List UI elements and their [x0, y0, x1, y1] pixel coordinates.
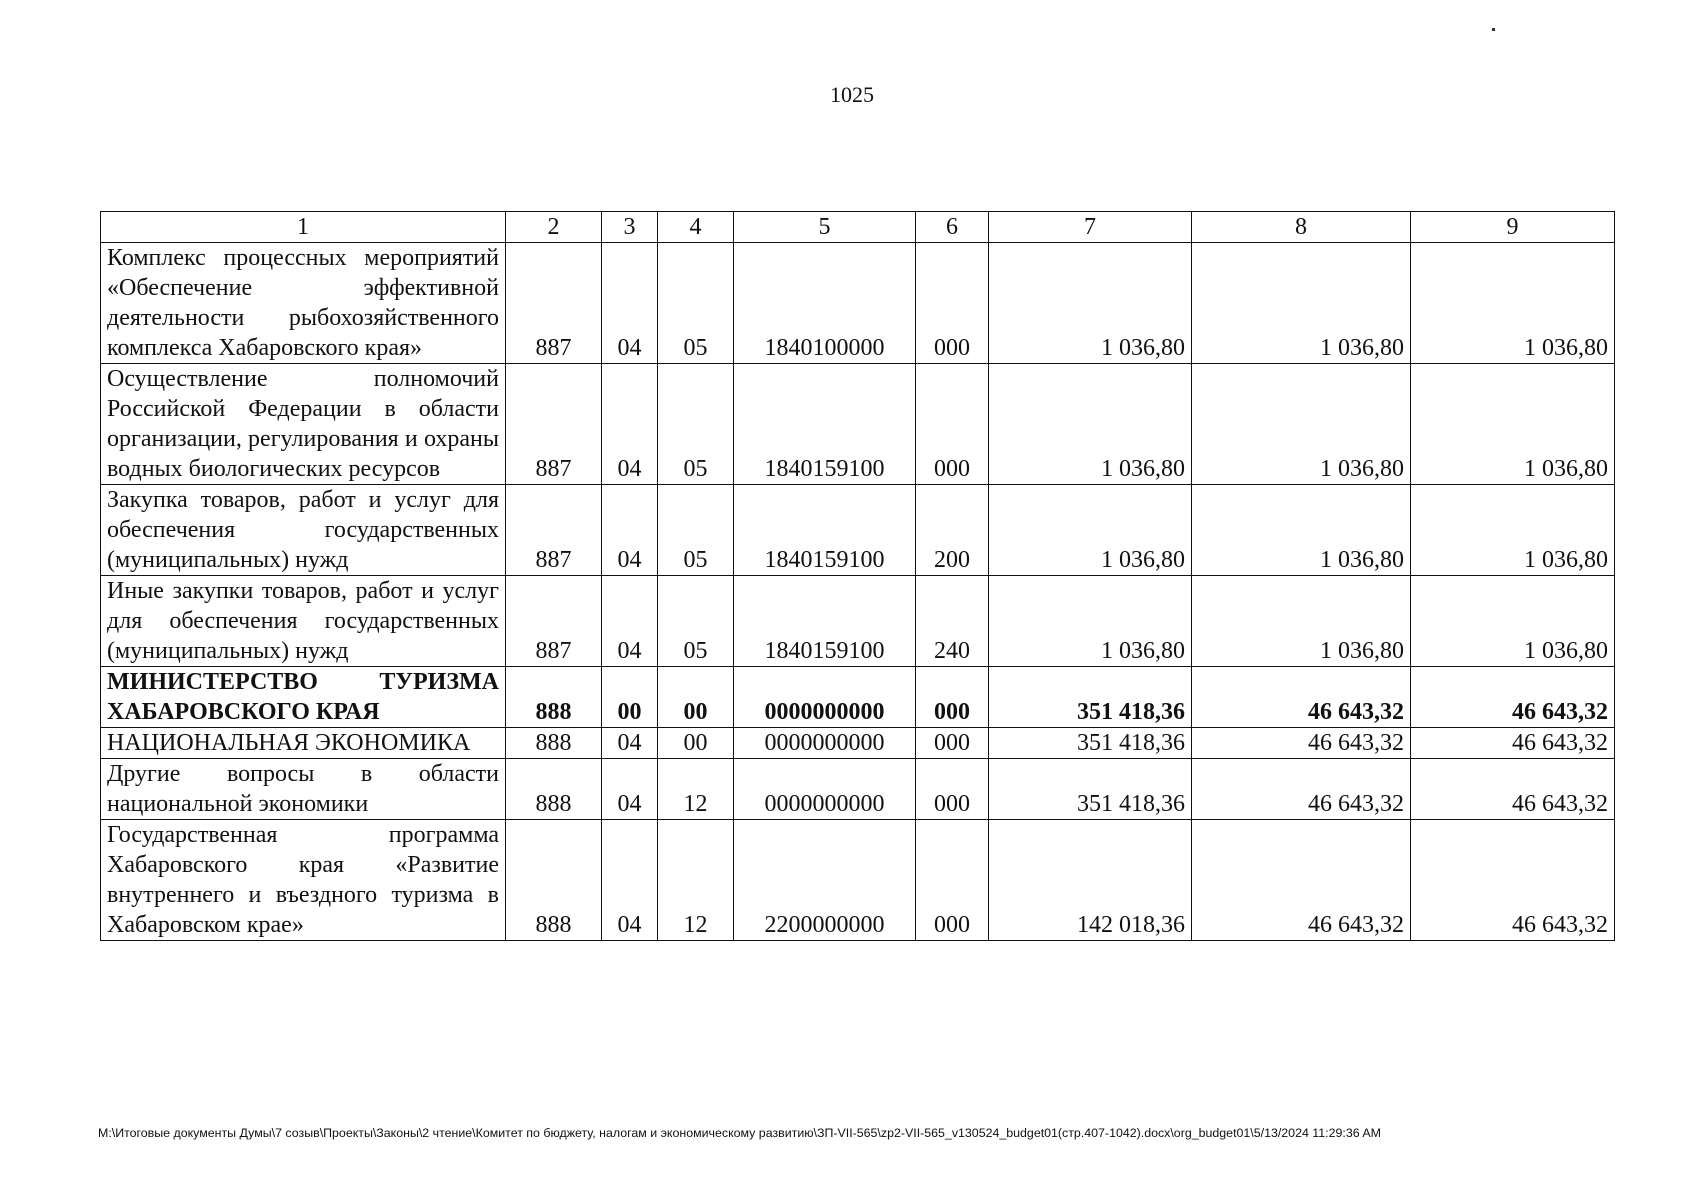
header-cell: 3 [602, 212, 658, 243]
cell-amount-9: 46 643,32 [1411, 728, 1615, 759]
cell-expense-type: 000 [916, 364, 989, 485]
cell-admin: 887 [506, 364, 602, 485]
header-cell: 7 [989, 212, 1192, 243]
cell-amount-9: 1 036,80 [1411, 485, 1615, 576]
cell-amount-8: 1 036,80 [1192, 485, 1411, 576]
header-cell: 4 [658, 212, 734, 243]
header-cell: 6 [916, 212, 989, 243]
cell-subsection: 12 [658, 820, 734, 941]
header-cell: 5 [734, 212, 916, 243]
table-row [101, 243, 1615, 364]
cell-amount-9: 1 036,80 [1411, 576, 1615, 667]
cell-subsection: 00 [658, 728, 734, 759]
cell-amount-7: 351 418,36 [989, 667, 1192, 728]
cell-amount-9: 46 643,32 [1411, 667, 1615, 728]
cell-amount-8: 1 036,80 [1192, 364, 1411, 485]
header-cell: 2 [506, 212, 602, 243]
cell-amount-7: 351 418,36 [989, 728, 1192, 759]
cell-subsection: 00 [658, 667, 734, 728]
row-name: Комплекс процессных мероприятий «Обеспечение эффективной деятельности рыбохозяйственного комплекса Хабаровского края» [101, 243, 506, 364]
row-name: Другие вопросы в области национальной экономики [101, 759, 506, 820]
cell-expense-type: 240 [916, 576, 989, 667]
cell-subsection: 05 [658, 364, 734, 485]
header-cell: 9 [1411, 212, 1615, 243]
cell-section: 04 [602, 576, 658, 667]
cell-expense-type: 000 [916, 820, 989, 941]
cell-subsection: 05 [658, 576, 734, 667]
row-name: Закупка товаров, работ и услуг для обеспечения государственных (муниципальных) нужд [101, 485, 506, 576]
cell-expense-type: 000 [916, 243, 989, 364]
cell-section: 04 [602, 485, 658, 576]
table-row [101, 485, 1615, 576]
cell-amount-8: 46 643,32 [1192, 667, 1411, 728]
cell-section: 04 [602, 243, 658, 364]
cell-amount-7: 1 036,80 [989, 485, 1192, 576]
cell-amount-7: 1 036,80 [989, 364, 1192, 485]
cell-amount-7: 351 418,36 [989, 759, 1192, 820]
cell-admin: 887 [506, 485, 602, 576]
cell-amount-9: 46 643,32 [1411, 820, 1615, 941]
table-row [101, 820, 1615, 941]
row-name: Осуществление полномочий Российской Федерации в области организации, регулирования и охраны водных биологических ресурсов [101, 364, 506, 485]
cell-section: 04 [602, 820, 658, 941]
cell-amount-9: 1 036,80 [1411, 243, 1615, 364]
cell-target: 0000000000 [734, 759, 916, 820]
cell-amount-8: 1 036,80 [1192, 576, 1411, 667]
cell-amount-8: 46 643,32 [1192, 728, 1411, 759]
cell-target: 2200000000 [734, 820, 916, 941]
row-name: Государственная программа Хабаровского края «Развитие внутреннего и въездного туризма в Хабаровском крае» [101, 820, 506, 941]
cell-target: 1840159100 [734, 485, 916, 576]
table-row [101, 728, 1615, 759]
cell-admin: 888 [506, 667, 602, 728]
row-name: НАЦИОНАЛЬНАЯ ЭКОНОМИКА [101, 728, 506, 759]
cell-amount-8: 1 036,80 [1192, 243, 1411, 364]
header-row [101, 212, 1615, 243]
scan-speck [1492, 28, 1495, 31]
cell-target: 0000000000 [734, 728, 916, 759]
cell-amount-9: 46 643,32 [1411, 759, 1615, 820]
row-name: Иные закупки товаров, работ и услуг для обеспечения государственных (муниципальных) нужд [101, 576, 506, 667]
header-cell: 8 [1192, 212, 1411, 243]
cell-subsection: 05 [658, 485, 734, 576]
cell-amount-9: 1 036,80 [1411, 364, 1615, 485]
cell-expense-type: 200 [916, 485, 989, 576]
cell-amount-7: 1 036,80 [989, 576, 1192, 667]
cell-target: 1840159100 [734, 364, 916, 485]
table-row-ministry [101, 667, 1615, 728]
cell-amount-7: 1 036,80 [989, 243, 1192, 364]
cell-expense-type: 000 [916, 667, 989, 728]
cell-admin: 887 [506, 576, 602, 667]
cell-section: 04 [602, 728, 658, 759]
page-number: 1025 [830, 82, 874, 107]
cell-section: 00 [602, 667, 658, 728]
cell-target: 1840100000 [734, 243, 916, 364]
cell-admin: 887 [506, 243, 602, 364]
table-row [101, 759, 1615, 820]
cell-admin: 888 [506, 820, 602, 941]
cell-amount-7: 142 018,36 [989, 820, 1192, 941]
cell-target: 0000000000 [734, 667, 916, 728]
table-row [101, 576, 1615, 667]
cell-section: 04 [602, 364, 658, 485]
cell-section: 04 [602, 759, 658, 820]
table-row [101, 364, 1615, 485]
budget-table [100, 211, 1615, 941]
cell-target: 1840159100 [734, 576, 916, 667]
cell-expense-type: 000 [916, 728, 989, 759]
row-name: МИНИСТЕРСТВО ТУРИЗМА ХАБАРОВСКОГО КРАЯ [101, 667, 506, 728]
cell-admin: 888 [506, 728, 602, 759]
file-path-footer: M:\Итоговые документы Думы\7 созыв\Проекты\Законы\2 чтение\Комитет по бюджету, налогам и экономическому развитию\ЗП-VII-565\zp2-VII-565_v130524_budget01(стр.407-1042).docx\org_budget01\5/13/2024 11:29:36 AM [98, 1126, 1381, 1140]
cell-subsection: 12 [658, 759, 734, 820]
header-cell: 1 [101, 212, 506, 243]
cell-admin: 888 [506, 759, 602, 820]
cell-expense-type: 000 [916, 759, 989, 820]
cell-amount-8: 46 643,32 [1192, 759, 1411, 820]
cell-subsection: 05 [658, 243, 734, 364]
cell-amount-8: 46 643,32 [1192, 820, 1411, 941]
